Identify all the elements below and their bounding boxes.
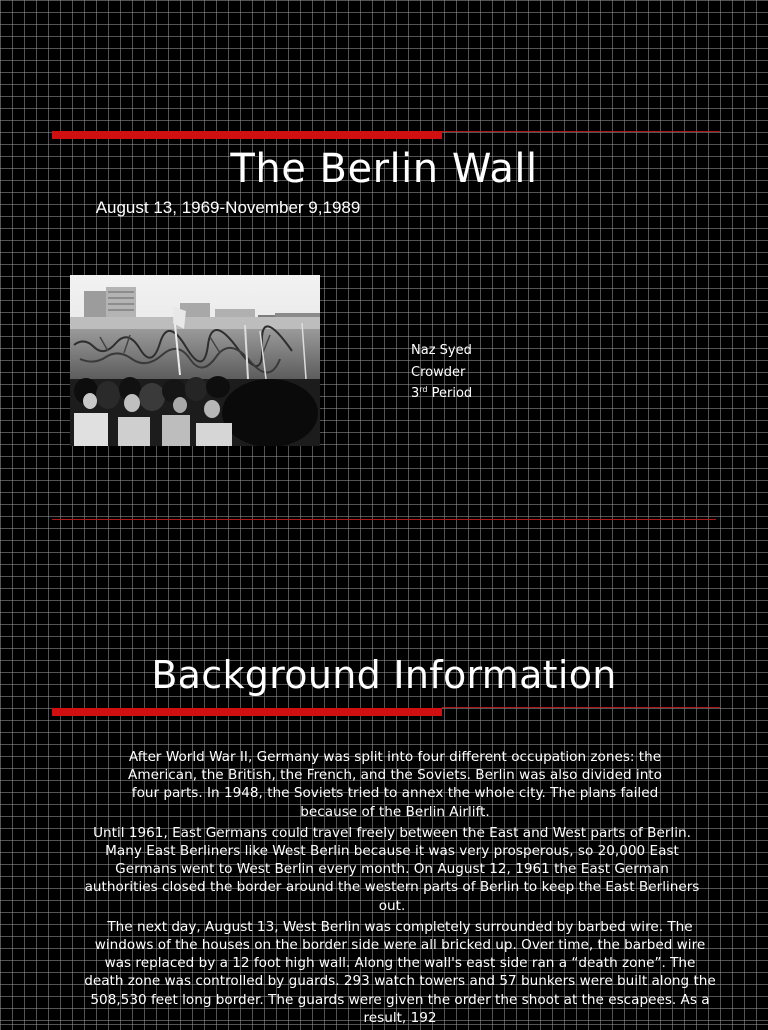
slide-divider-line	[52, 519, 716, 520]
background-slide	[0, 540, 768, 1024]
presentation-title: The Berlin Wall	[230, 146, 538, 192]
presentation-subtitle: August 13, 1969-November 9,1989	[95, 198, 361, 217]
red-accent-line	[442, 131, 720, 132]
red-accent-line	[442, 707, 720, 708]
paragraph: Until 1961, East Germans could travel freely between the East and West parts of Berlin. Many East Berliners like West Berlin because it was very prosperous, so 20,000 East Germans went to West Berlin every month. On August 12, 1961 the East German authorities closed the border around the western parts of Berlin to keep the East Berliners out.	[84, 824, 700, 914]
body-text	[84, 748, 724, 1030]
teacher-name: Crowder	[411, 364, 466, 380]
berlin-wall-photo	[70, 275, 320, 446]
author-info	[411, 340, 472, 405]
paragraph: The next day, August 13, West Berlin was completely surrounded by barbed wire. The windows of the houses on the border side were all bricked up. Over time, the barbed wire was replaced by a 12 foot high wall. Along the wall's east side ran a “death zone”. The death zone was controlled by guards. 293 watch towers and 57 bunkers were built along the 508,530 feet long border. The guards were given the order the shoot at the escapees. As a result, 192	[84, 918, 716, 1026]
red-accent-bar	[52, 131, 442, 139]
paragraph: After World War II, Germany was split into four different occupation zones: the American, the British, the French, and the Soviets. Berlin was also divided into four parts. In 1948, the Soviets tried to annex the whole city. The plans failed because of the Berlin Airlift.	[128, 749, 662, 820]
class-period: 3rd Period	[411, 385, 473, 401]
author-name: Naz Syed	[411, 343, 472, 358]
red-accent-bar	[52, 708, 442, 716]
section-heading: Background Information	[151, 653, 617, 697]
